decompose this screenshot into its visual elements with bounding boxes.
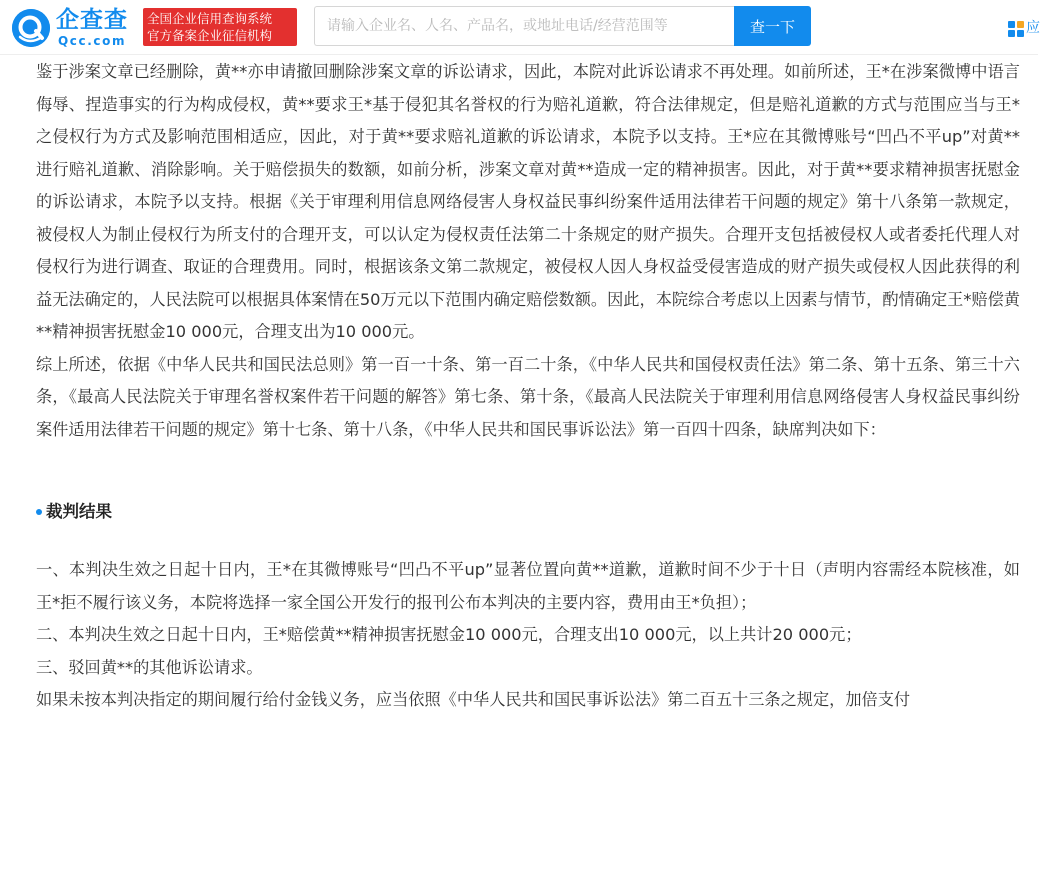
search-button[interactable]: 查一下 — [734, 6, 811, 46]
reasoning-paragraph: 鉴于涉案文章已经删除，黄**亦申请撤回删除涉案文章的诉讼请求，因此，本院对此诉讼请求不再处理。如前所述，王*在涉案微博中语言侮辱、捏造事实的行为构成侵权，黄**要求王*基于侵犯其名誉权的行为赔礼道歉，符合法律规定，但是赔礼道歉的方式与范围应当与王*之侵权行为方式及影响范围相适应，因此，对于黄**要求赔礼道歉的诉讼请求，本院予以支持。王*应在其微博账号“凹凸不平up”对黄**进行赔礼道歉、消除影响。关于赔偿损失的数额，如前分析，涉案文章对黄**造成一定的精神损害。因此，对于黄**要求精神损害抚慰金的诉讼请求，本院予以支持。根据《关于审理利用信息网络侵害人身权益民事纠纷案件适用法律若干问题的规定》第十八条第一款规定，被侵权人为制止侵权行为所支付的合理开支，可以认定为侵权责任法第二十条规定的财产损失。合理开支包括被侵权人或者委托代理人对侵权行为进行调查、取证的合理费用。同时，根据该条文第二款规定，被侵权人因人身权益受侵害造成的财产损失或侵权人因此获得的利益无法确定的，人民法院可以根据具体案情在50万元以下范围内确定赔偿数额。因此，本院综合考虑以上因素与情节，酌情确定王*赔偿黄**精神损害抚慰金10 000元，合理支出为10 000元。 — [36, 62, 1020, 341]
bullet-dot-icon — [36, 509, 42, 515]
logo-text-en: Qcc.com — [58, 34, 127, 48]
logo-text-cn: 企查查 — [56, 7, 128, 33]
section-title-judgment-result — [36, 496, 1020, 528]
search-input[interactable] — [314, 6, 736, 46]
app-entry-label: 应 — [1026, 20, 1040, 36]
slogan-line-2: 官方备案企业征信机构 — [147, 28, 273, 43]
result-item: 三、驳回黄**的其他诉讼请求。 — [36, 657, 263, 677]
certification-badge — [143, 8, 297, 46]
slogan-line-1: 全国企业信用查询系统 — [147, 11, 273, 26]
result-item: 一、本判决生效之日起十日内，王*在其微博账号“凹凸不平up”显著位置向黄**道歉，道歉时间不少于十日（声明内容需经本院核准，如王*拒不履行该义务，本院将选择一家全国公开发行的报刊公布本判决的主要内容，费用由王*负担）； — [36, 560, 1020, 612]
app-grid-icon — [1008, 21, 1024, 37]
section-title-text: 裁判结果 — [46, 502, 112, 521]
result-item: 二、本判决生效之日起十日内，王*赔偿黄**精神损害抚慰金10 000元，合理支出10 000元，以上共计20 000元； — [36, 625, 862, 644]
judgment-result-list — [36, 554, 1020, 717]
app-entry-link[interactable] — [1008, 19, 1038, 39]
site-logo[interactable] — [12, 7, 140, 49]
site-header — [0, 0, 1038, 55]
result-item: 如果未按本判决指定的期间履行给付金钱义务，应当依照《中华人民共和国民事诉讼法》第二百五十三条之规定，加倍支付 — [36, 690, 911, 709]
legal-basis-paragraph: 综上所述，依据《中华人民共和国民法总则》第一百一十条、第一百二十条，《中华人民共和国侵权责任法》第二条、第十五条、第三十六条，《最高人民法院关于审理名誉权案件若干问题的解答》第七条、第十条，《最高人民法院关于审理利用信息网络侵害人身权益民事纠纷案件适用法律若干问题的规定》第十七条、第十八条，《中华人民共和国民事诉讼法》第一百四十四条，缺席判决如下： — [36, 354, 1020, 439]
logo-badge-icon — [12, 9, 50, 47]
judgment-content — [36, 55, 1020, 717]
